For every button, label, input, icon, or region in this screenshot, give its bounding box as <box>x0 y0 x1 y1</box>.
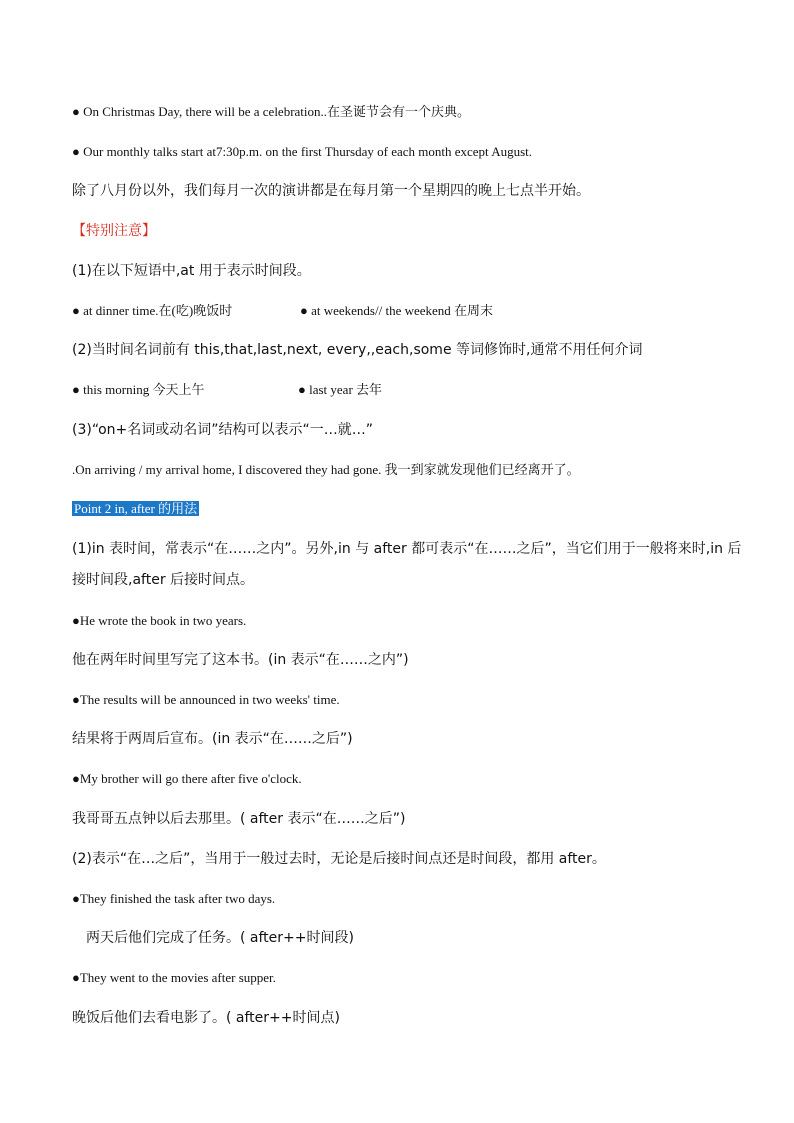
example-wrote-book: ●He wrote the book in two years. <box>72 613 247 628</box>
example-brother-go-there: ●My brother will go there after five o'clock. <box>72 771 302 786</box>
translation-brother-go-there: 我哥哥五点钟以后去那里。( after 表示“在……之后”) <box>72 811 406 827</box>
point-2-heading <box>72 500 199 519</box>
note-3-on-structure: (3)“on+名词或动名词”结构可以表示“一…就…” <box>72 422 373 438</box>
example-monthly-talks: ● Our monthly talks start at7:30p.m. on the first Thursday of each month except August. <box>72 144 533 159</box>
in-after-rule-1-cont: 接时间段,after 后接时间点。 <box>72 572 255 588</box>
example-christmas-day: ● On Christmas Day, there will be a celebration..在圣诞节会有一个庆典。 <box>72 104 471 119</box>
after-rule-2: (2)表示“在…之后”，当用于一般过去时，无论是后接时间点还是时间段，都用 after。 <box>72 851 606 867</box>
translation-went-movies: 晚饭后他们去看电影了。( after++时间点) <box>72 1010 340 1026</box>
example-last-year: ● last year 去年 <box>298 382 383 397</box>
example-on-arriving: .On arriving / my arrival home, I discovered they had gone. 我一到家就发现他们已经离开了。 <box>72 462 580 477</box>
translation-wrote-book: 他在两年时间里写完了这本书。(in 表示“在……之内”) <box>72 652 409 668</box>
translation-finished-task: 两天后他们完成了任务。( after++时间段) <box>86 930 354 946</box>
example-went-movies: ●They went to the movies after supper. <box>72 970 276 985</box>
example-this-morning: ● this morning 今天上午 <box>72 382 205 397</box>
translation-results-announced: 结果将于两周后宣布。(in 表示“在……之后”) <box>72 731 353 747</box>
example-at-weekends: ● at weekends// the weekend 在周末 <box>300 303 494 318</box>
translation-monthly-talks: 除了八月份以外，我们每月一次的演讲都是在每月第一个星期四的晚上七点半开始。 <box>72 183 590 199</box>
special-note-heading: 【特别注意】 <box>72 223 156 239</box>
note-2-no-preposition: (2)当时间名词前有 this,that,last,next, every,,each,some 等词修饰时,通常不用任何介词 <box>72 342 643 358</box>
in-after-rule-1: (1)in 表时间，常表示“在……之内”。另外,in 与 after 都可表示“在……之后”，当它们用于一般将来时,in 后 <box>72 541 742 557</box>
example-at-dinner-time: ● at dinner time.在(吃)晚饭时 <box>72 303 233 318</box>
point-2-highlight: Point 2 in, after 的用法 <box>74 501 198 516</box>
note-1-at-time-period: (1)在以下短语中,at 用于表示时间段。 <box>72 263 311 279</box>
example-finished-task: ●They finished the task after two days. <box>72 891 276 906</box>
example-results-announced: ●The results will be announced in two weeks' time. <box>72 692 340 707</box>
